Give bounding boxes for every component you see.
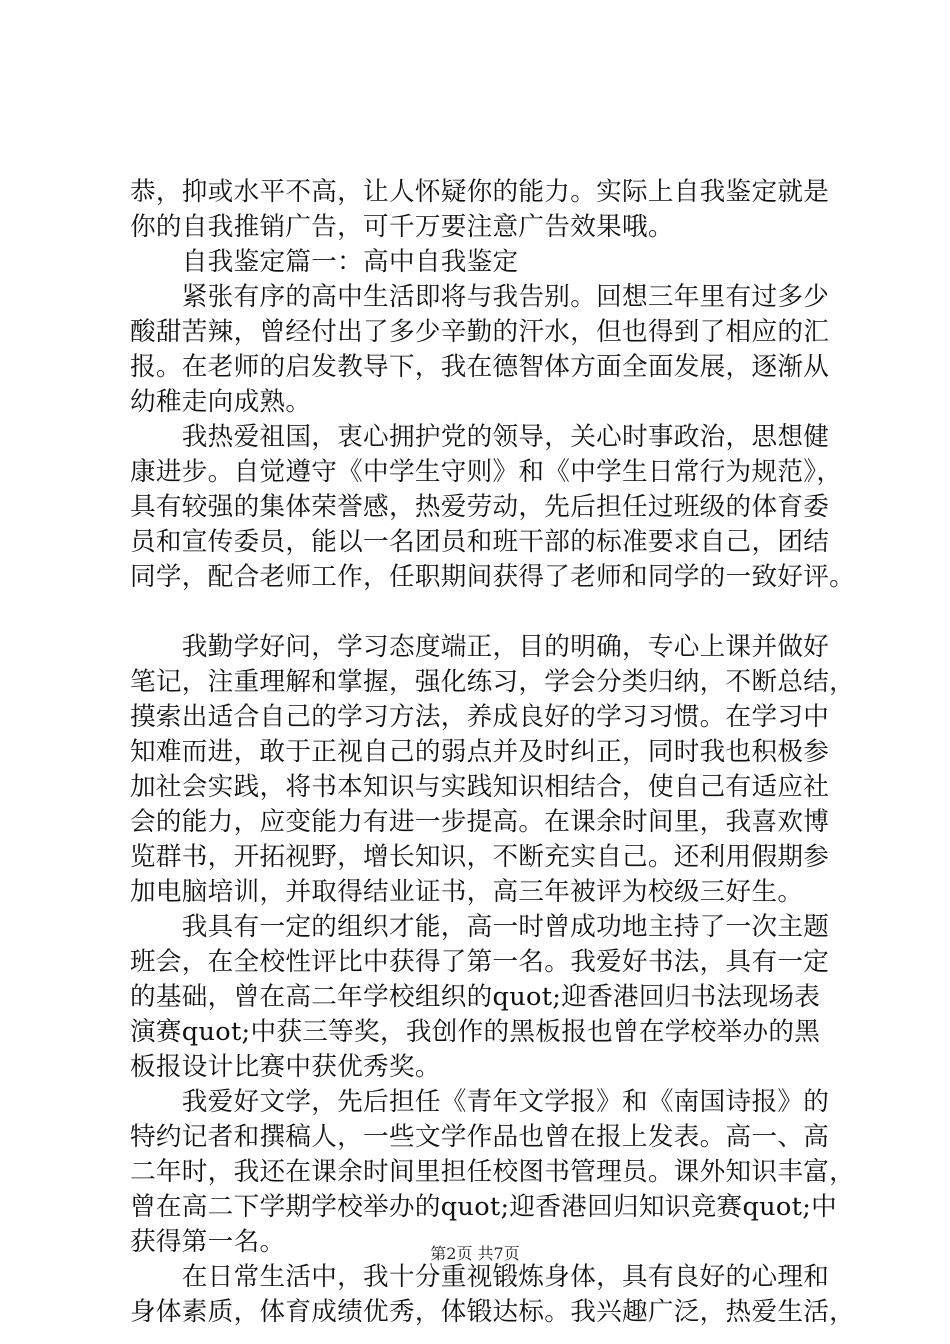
text-line: 康进步。自觉遵守《中学生守则》和《中学生日常行为规范》， bbox=[130, 457, 843, 487]
text-line: 知难而进，敢于正视自己的弱点并及时纠正，同时我也积极参 bbox=[130, 737, 830, 767]
text-line: 笔记，注重理解和掌握，强化练习，学会分类归纳，不断总结， bbox=[130, 667, 856, 697]
text-line: 紧张有序的高中生活即将与我告别。回想三年里有过多少 bbox=[130, 282, 830, 312]
blank-line bbox=[130, 595, 830, 630]
text-line: 摸索出适合自己的学习方法，养成良好的学习习惯。在学习中 bbox=[130, 702, 830, 732]
page-footer bbox=[0, 1243, 950, 1265]
text-line: 我勤学好问，学习态度端正，目的明确，专心上课并做好 bbox=[130, 632, 830, 662]
text-line: 身体素质，体育成绩优秀，体锻达标。我兴趣广泛，热爱生活， bbox=[130, 1297, 856, 1327]
text-line: 二年时，我还在课余时间里担任校图书管理员。课外知识丰富， bbox=[130, 1157, 856, 1187]
text-line: 加社会实践，将书本知识与实践知识相结合，使自己有适应社 bbox=[130, 772, 830, 802]
text-line: 加电脑培训，并取得结业证书，高三年被评为校级三好生。 bbox=[130, 877, 804, 907]
text-line: 演赛quot;中获三等奖，我创作的黑板报也曾在学校举办的黑 bbox=[130, 1017, 821, 1047]
section-heading: 自我鉴定篇一：高中自我鉴定 bbox=[130, 247, 519, 277]
text-line: 的基础，曾在高二年学校组织的quot;迎香港回归书法现场表 bbox=[130, 982, 821, 1012]
page-indicator: 第2页 共7页 bbox=[430, 1244, 520, 1263]
text-line: 特约记者和撰稿人，一些文学作品也曾在报上发表。高一、高 bbox=[130, 1122, 830, 1152]
text-line: 恭，抑或水平不高，让人怀疑你的能力。实际上自我鉴定就是 bbox=[130, 177, 830, 207]
text-line: 我具有一定的组织才能，高一时曾成功地主持了一次主题 bbox=[130, 912, 830, 942]
text-line: 会的能力，应变能力有进一步提高。在课余时间里，我喜欢博 bbox=[130, 807, 830, 837]
text-line: 板报设计比赛中获优秀奖。 bbox=[130, 1052, 441, 1082]
text-line: 在日常生活中，我十分重视锻炼身体，具有良好的心理和 bbox=[130, 1262, 830, 1292]
text-line: 曾在高二下学期学校举办的quot;迎香港回归知识竞赛quot;中 bbox=[130, 1192, 838, 1222]
text-line: 幼稚走向成熟。 bbox=[130, 387, 312, 417]
text-line: 你的自我推销广告，可千万要注意广告效果哦。 bbox=[130, 212, 674, 242]
text-line: 报。在老师的启发教导下，我在德智体方面全面发展，逐渐从 bbox=[130, 352, 830, 382]
text-line: 员和宣传委员，能以一名团员和班干部的标准要求自己，团结 bbox=[130, 527, 830, 557]
document-body bbox=[130, 175, 856, 1330]
text-line: 酸甜苦辣，曾经付出了多少辛勤的汗水，但也得到了相应的汇 bbox=[130, 317, 830, 347]
text-line: 览群书，开拓视野，增长知识，不断充实自己。还利用假期参 bbox=[130, 842, 830, 872]
text-line: 获得第一名。 bbox=[130, 1227, 286, 1257]
text-line: 具有较强的集体荣誉感，热爱劳动，先后担任过班级的体育委 bbox=[130, 492, 830, 522]
text-line: 我热爱祖国，衷心拥护党的领导，关心时事政治，思想健 bbox=[130, 422, 830, 452]
text-line: 同学，配合老师工作，任职期间获得了老师和同学的一致好评。 bbox=[130, 562, 856, 592]
text-line: 班会，在全校性评比中获得了第一名。我爱好书法，具有一定 bbox=[130, 947, 830, 977]
text-line: 我爱好文学，先后担任《青年文学报》和《南国诗报》的 bbox=[130, 1087, 830, 1117]
